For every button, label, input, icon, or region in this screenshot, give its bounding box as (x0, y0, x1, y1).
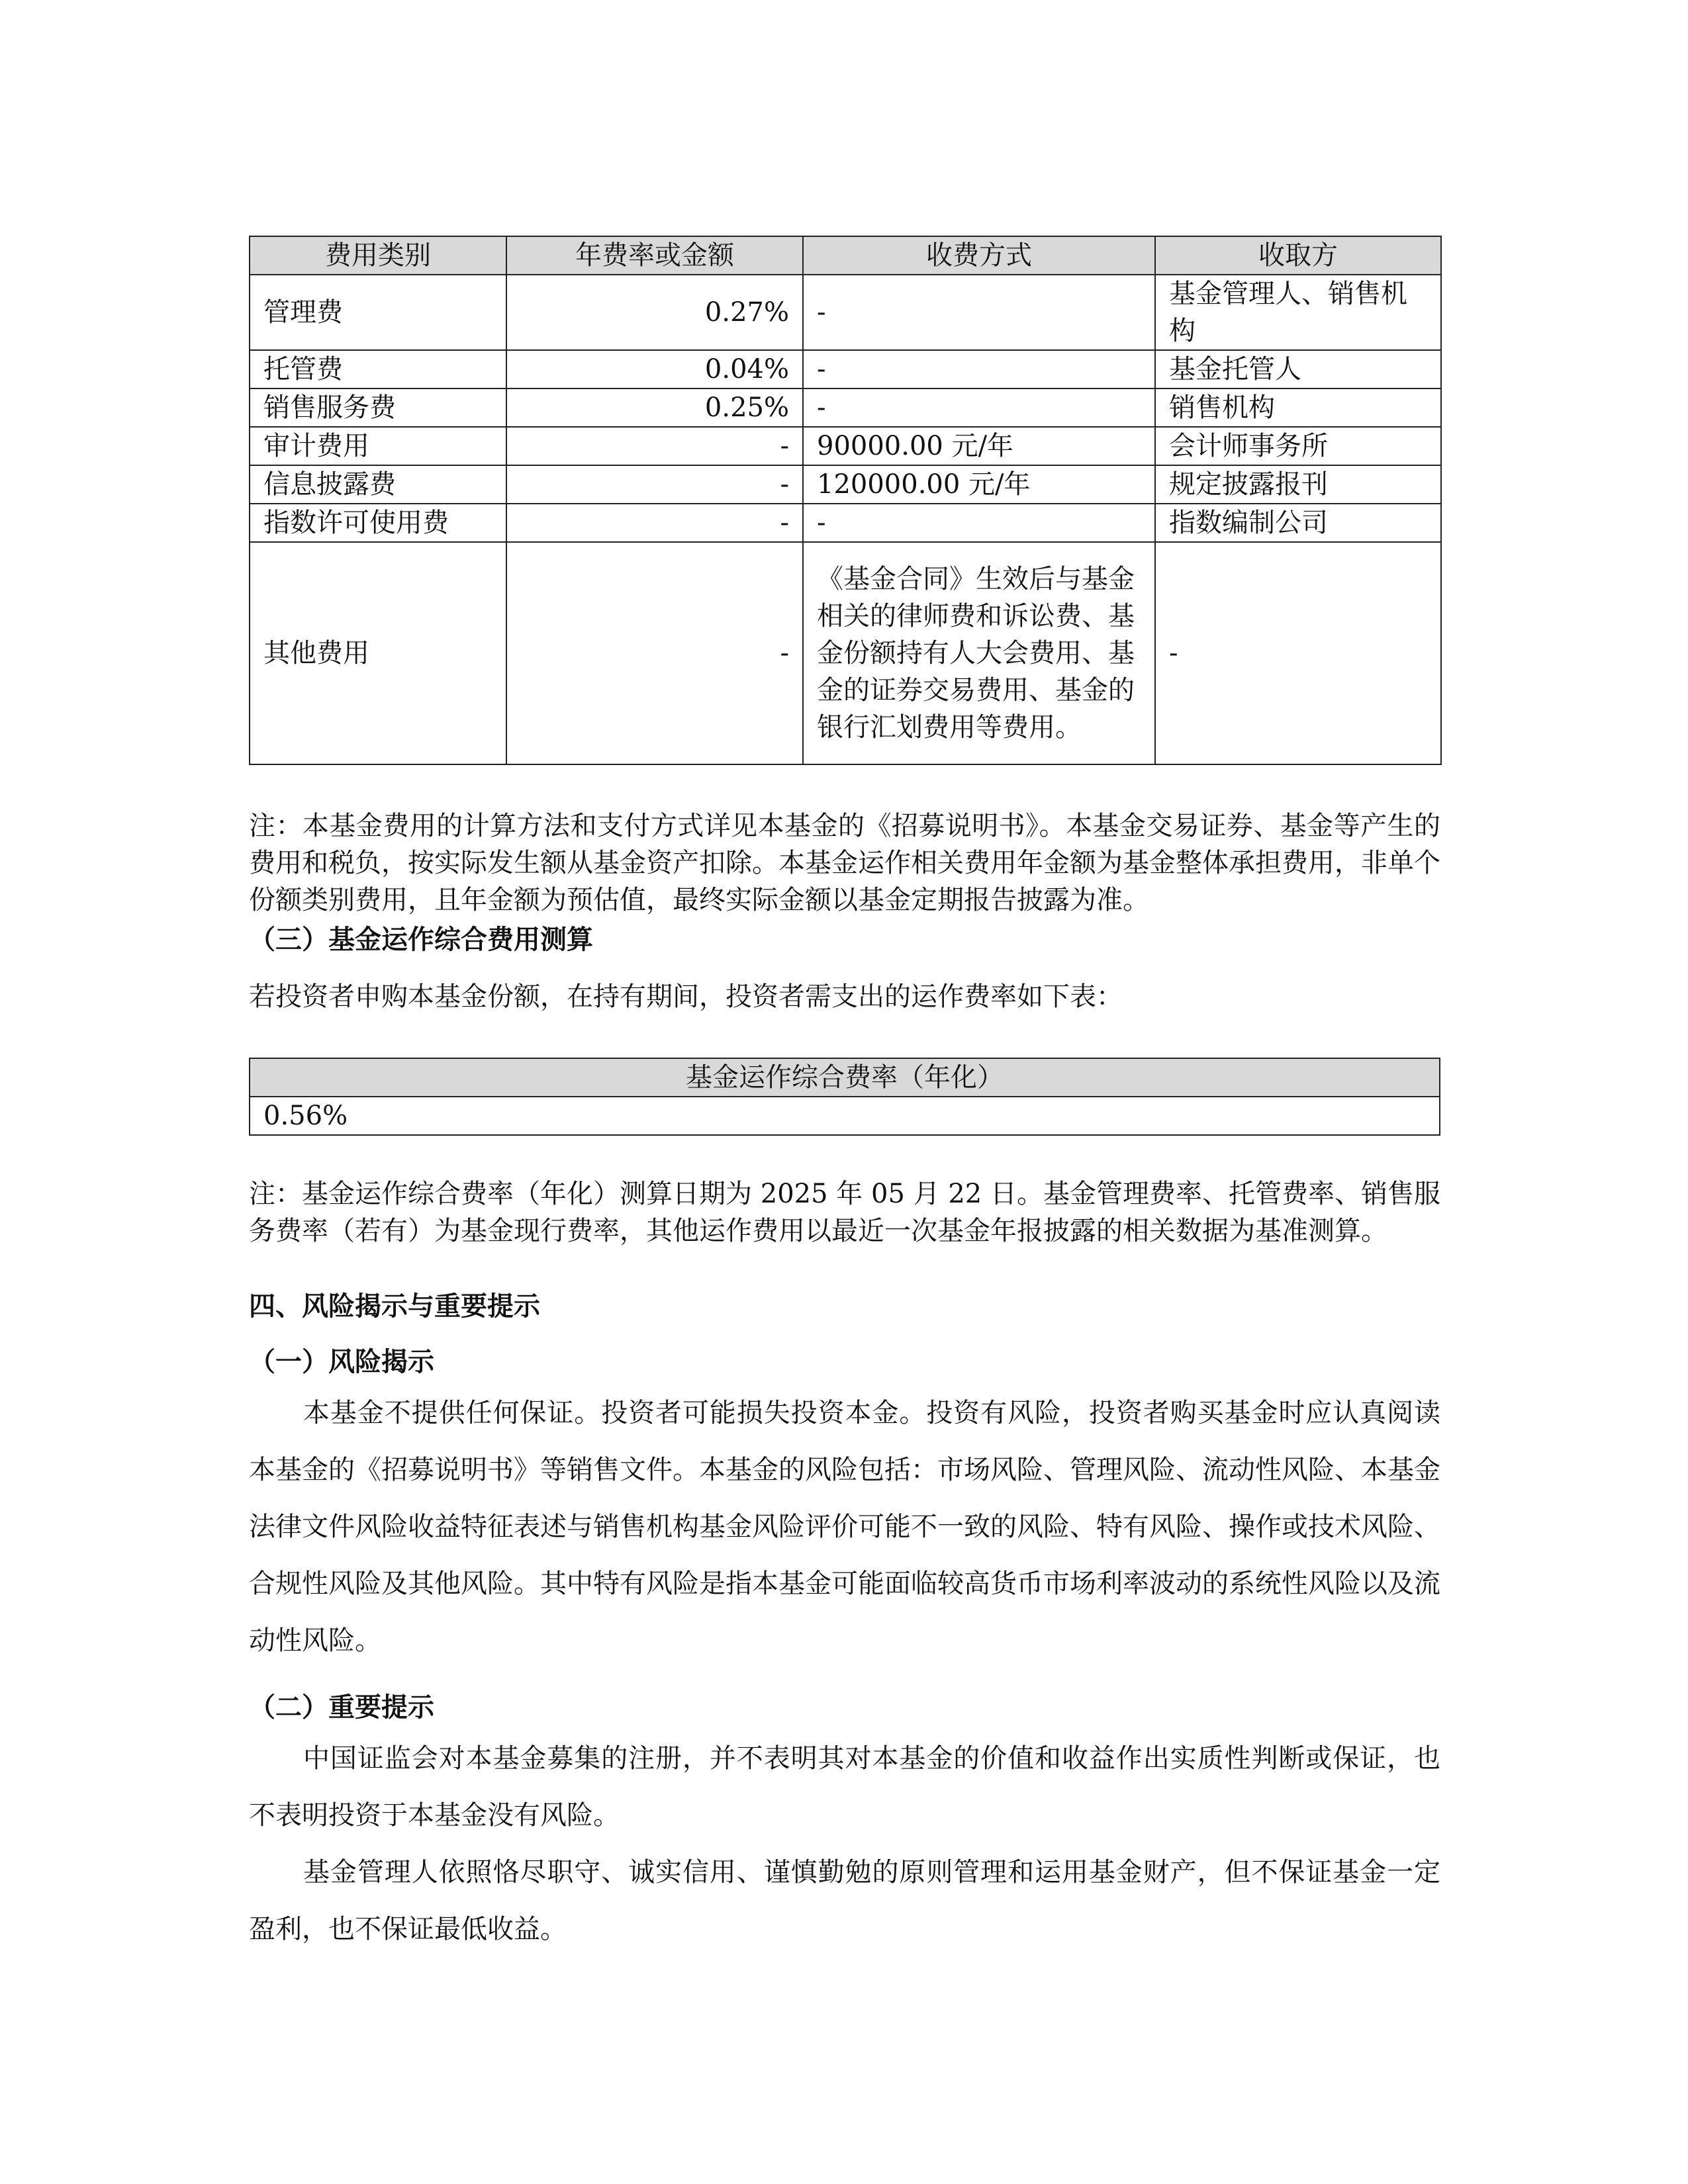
cell-category: 管理费 (250, 275, 506, 350)
cell-rate: - (506, 465, 803, 504)
cell-method: - (803, 350, 1155, 388)
cell-method: 《基金合同》生效后与基金相关的律师费和诉讼费、基金份额持有人大会费用、基金的证券交易费用、基金的银行汇划费用等费用。 (803, 542, 1155, 764)
table-header-row (250, 1058, 1440, 1097)
cell-recipient: 销售机构 (1155, 388, 1441, 427)
risk-heading: （一）风险揭示 (249, 1347, 434, 1377)
cell-method: - (803, 388, 1155, 427)
risk-text: 本基金不提供任何保证。投资者可能损失投资本金。投资有风险，投资者购买基金时应认真阅读本基金的《招募说明书》等销售文件。本基金的风险包括：市场风险、管理风险、流动性风险、本基金法律文件风险收益特征表述与销售机构基金风险评价可能不一致的风险、特有风险、操作或技术风险、合规性风险及其他风险。其中特有风险是指本基金可能面临较高货币市场利率波动的系统性风险以及流动性风险。 (249, 1398, 1440, 1656)
header-rate: 年费率或金额 (506, 236, 803, 275)
header-rate: 基金运作综合费率（年化） (250, 1058, 1440, 1097)
cell-method: - (803, 504, 1155, 542)
cell-rate: 0.25% (506, 388, 803, 427)
table-row (250, 427, 1441, 465)
cell-recipient: 基金托管人 (1155, 350, 1441, 388)
header-method: 收费方式 (803, 236, 1155, 275)
cell-rate: - (506, 542, 803, 764)
cell-recipient: 基金管理人、销售机构 (1155, 275, 1441, 350)
header-recipient: 收取方 (1155, 236, 1441, 275)
table-row (250, 350, 1441, 388)
cell-rate: 0.04% (506, 350, 803, 388)
header-category: 费用类别 (250, 236, 506, 275)
cell-category: 托管费 (250, 350, 506, 388)
cell-category: 信息披露费 (250, 465, 506, 504)
cell-recipient: 指数编制公司 (1155, 504, 1441, 542)
fee-note: 注：本基金费用的计算方法和支付方式详见本基金的《招募说明书》。本基金交易证券、基金等产生的费用和税负，按实际发生额从基金资产扣除。本基金运作相关费用年金额为基金整体承担费用，非单个份额类别费用，且年金额为预估值，最终实际金额以基金定期报告披露为准。 (249, 811, 1440, 915)
important-text-1: 中国证监会对本基金募集的注册，并不表明其对本基金的价值和收益作出实质性判断或保证，也不表明投资于本基金没有风险。 (249, 1743, 1440, 1831)
cell-rate: 0.27% (506, 275, 803, 350)
cell-recipient: 规定披露报刊 (1155, 465, 1441, 504)
table-row (250, 1097, 1440, 1135)
rate-note: 注：基金运作综合费率（年化）测算日期为 2025 年 05 月 22 日。基金管理费率、托管费率、销售服务费率（若有）为基金现行费率，其他运作费用以最近一次基金年报披露的相关数据为基准测算。 (249, 1179, 1440, 1246)
cell-category: 审计费用 (250, 427, 506, 465)
important-heading: （二）重要提示 (249, 1692, 434, 1723)
cell-rate-value: 0.56% (250, 1097, 1440, 1135)
cell-recipient: 会计师事务所 (1155, 427, 1441, 465)
cell-recipient: - (1155, 542, 1441, 764)
table-row (250, 275, 1441, 350)
table-row (250, 504, 1441, 542)
fee-table (249, 236, 1442, 765)
rate-table (249, 1058, 1440, 1136)
important-text-2: 基金管理人依照恪尽职守、诚实信用、谨慎勤勉的原则管理和运用基金财产，但不保证基金一定盈利，也不保证最低收益。 (249, 1857, 1440, 1944)
section4-heading: 四、风险揭示与重要提示 (249, 1291, 540, 1322)
section3-heading: （三）基金运作综合费用测算 (249, 925, 593, 955)
cell-method: - (803, 275, 1155, 350)
table-row (250, 542, 1441, 764)
cell-category: 其他费用 (250, 542, 506, 764)
table-header-row (250, 236, 1441, 275)
cell-method: 90000.00 元/年 (803, 427, 1155, 465)
cell-category: 指数许可使用费 (250, 504, 506, 542)
table-row (250, 465, 1441, 504)
cell-category: 销售服务费 (250, 388, 506, 427)
cell-rate: - (506, 504, 803, 542)
section3-intro: 若投资者申购本基金份额，在持有期间，投资者需支出的运作费率如下表： (249, 981, 1123, 1012)
table-row (250, 388, 1441, 427)
cell-method: 120000.00 元/年 (803, 465, 1155, 504)
cell-rate: - (506, 427, 803, 465)
